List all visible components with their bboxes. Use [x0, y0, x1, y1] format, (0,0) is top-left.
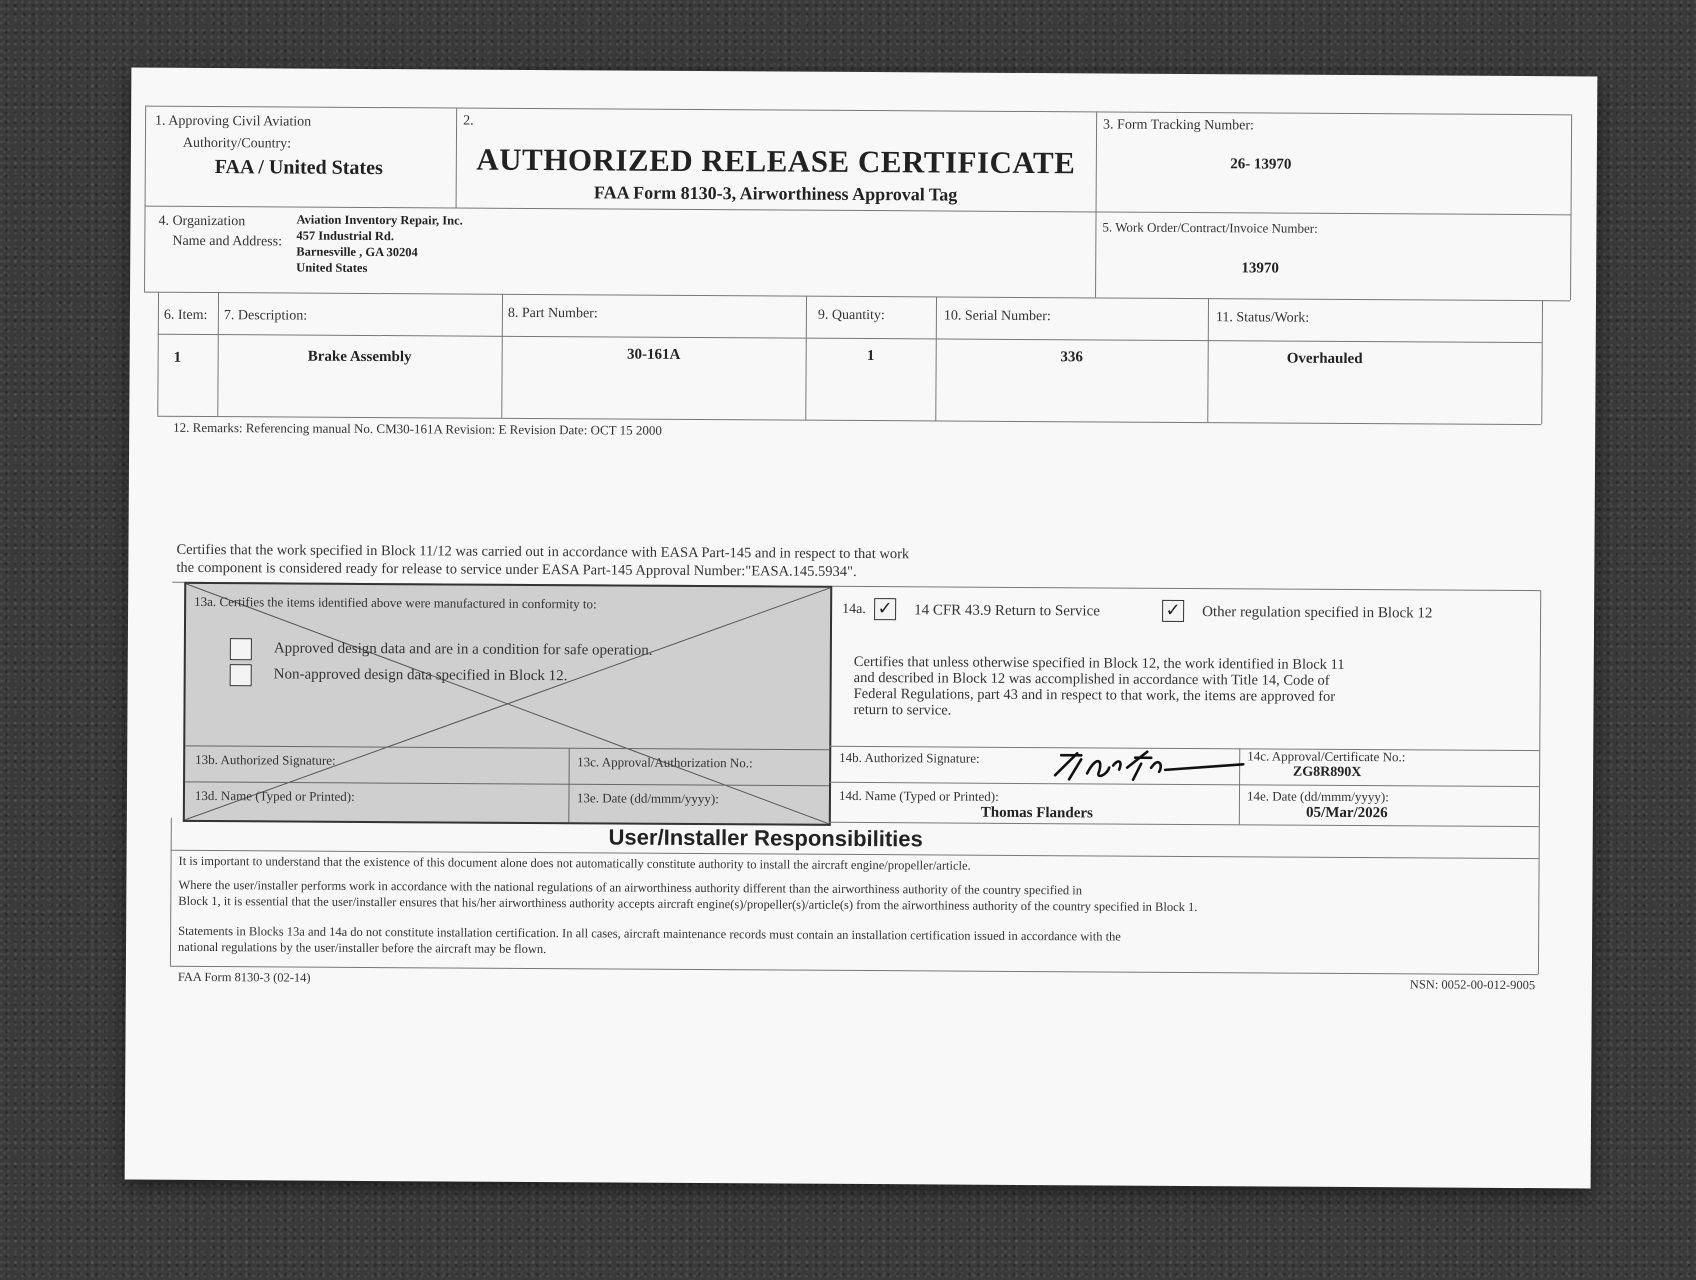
- header-quantity: 9. Quantity:: [817, 307, 885, 324]
- checkbox-approved-design[interactable]: [230, 638, 252, 660]
- responsibilities-para-2-line-1: Where the user/installer performs work in accordance with the national regulations of an airworthiness authority different than the airworthiness authority of the country specified in: [178, 877, 1083, 898]
- checkbox-other-regulation[interactable]: ✓: [1162, 600, 1184, 622]
- nsn-number: NSN: 0052-00-012-9005: [1409, 977, 1536, 993]
- checkbox-14cfr-return-to-service[interactable]: ✓: [874, 598, 896, 620]
- checkbox-non-approved-design[interactable]: [230, 664, 252, 686]
- responsibilities-para-1: It is important to understand that the existence of this document alone does not automatically constitute authority to install the aircraft engine/propeller/article.: [178, 853, 971, 873]
- cell-description: Brake Assembly: [307, 348, 412, 366]
- certificate-number: ZG8R890X: [1292, 764, 1362, 781]
- block14b-label: 14b. Authorized Signature:: [839, 749, 980, 766]
- block13b-label: 13b. Authorized Signature:: [195, 751, 336, 768]
- block14e-label: 14e. Date (dd/mmm/yyyy):: [1246, 788, 1389, 805]
- header-item: 6. Item:: [163, 307, 208, 324]
- signature-date: 05/Mar/2026: [1306, 804, 1388, 822]
- block14d-label: 14d. Name (Typed or Printed):: [838, 787, 999, 804]
- header-description: 7. Description:: [223, 308, 308, 324]
- check1-label: 14 CFR 43.9 Return to Service: [914, 602, 1100, 620]
- option-approved-design: Approved design data and are in a condition for safe operation.: [273, 640, 653, 659]
- block5-label: 5. Work Order/Contract/Invoice Number:: [1102, 219, 1318, 236]
- block1-value: FAA / United States: [214, 156, 383, 180]
- option-non-approved-design: Non-approved design data specified in Block 12.: [273, 666, 568, 685]
- block1-label-1: 1. Approving Civil Aviation: [155, 113, 312, 130]
- header-status-work: 11. Status/Work:: [1215, 310, 1310, 326]
- cell-serial-number: 336: [1060, 349, 1083, 366]
- block13a-header: 13a. Certifies the items identified above were manufactured in conformity to:: [194, 593, 597, 612]
- block4-label-1: 4. Organization: [158, 213, 246, 230]
- block4-label-2: Name and Address:: [172, 233, 283, 250]
- responsibilities-para-3-line-1: Statements in Blocks 13a and 14a do not constitute installation certification. In all cases, aircraft maintenance records must contain an installation certification issued in accordance with the: [178, 923, 1121, 944]
- block14-cert-line-4: return to service.: [853, 701, 952, 719]
- certificate-subtitle: FAA Form 8130-3, Airworthiness Approval Tag: [593, 182, 958, 205]
- cell-item: 1: [173, 349, 182, 366]
- certificate-paper: [125, 68, 1598, 1189]
- org-address-line-4: United States: [296, 260, 368, 275]
- block1-label-2: Authority/Country:: [182, 135, 292, 152]
- block14-cert-line-1: Certifies that unless otherwise specified in Block 12, the work identified in Block 11: [853, 653, 1345, 673]
- check2-label: Other regulation specified in Block 12: [1202, 604, 1433, 622]
- remarks: 12. Remarks: Referencing manual No. CM30-161A Revision: E Revision Date: OCT 15 2000: [173, 419, 662, 438]
- block14c-label: 14c. Approval/Certificate No.:: [1247, 748, 1406, 765]
- work-order-number: 13970: [1241, 260, 1280, 277]
- header-part-number: 8. Part Number:: [507, 305, 598, 322]
- block14-cert-line-3: Federal Regulations, part 43 and in respect to that work, the items are approved for: [853, 685, 1336, 705]
- responsibilities-para-3-line-2: national regulations by the user/installer before the aircraft may be flown.: [177, 939, 547, 957]
- cell-part-number: 30-161A: [626, 346, 681, 363]
- form-id: FAA Form 8130-3 (02-14): [177, 969, 311, 985]
- handwritten-signature: [1047, 745, 1247, 786]
- block2-label: 2.: [463, 113, 474, 129]
- easa-cert-line-2: the component is considered ready for release to service under EASA Part-145 Approval Number:"EASA.145.5934".: [176, 559, 857, 580]
- cell-quantity: 1: [866, 348, 875, 365]
- org-address-line-2: 457 Industrial Rd.: [296, 228, 395, 244]
- block14a-label: 14a.: [842, 601, 866, 618]
- block13c-label: 13c. Approval/Authorization No.:: [577, 754, 753, 771]
- form-tracking-number: 26- 13970: [1230, 156, 1292, 173]
- org-address-line-1: Aviation Inventory Repair, Inc.: [296, 212, 463, 228]
- block13e-label: 13e. Date (dd/mmm/yyyy):: [576, 790, 719, 807]
- block13d-label: 13d. Name (Typed or Printed):: [194, 787, 355, 804]
- block13-gray-box: [183, 582, 832, 826]
- responsibilities-title: User/Installer Responsibilities: [608, 824, 923, 852]
- block14-cert-line-2: and described in Block 12 was accomplished in accordance with Title 14, Code of: [853, 669, 1330, 689]
- signer-name: Thomas Flanders: [980, 804, 1093, 822]
- responsibilities-para-2-line-2: Block 1, it is essential that the user/installer ensures that his/her airworthiness authority accepts aircraft engine(s)/propeller(s)/article(s) from the airworthiness authority of the country specified in Block 1.: [178, 893, 1198, 915]
- block3-label: 3. Form Tracking Number:: [1103, 117, 1255, 134]
- org-address-line-3: Barnesville , GA 30204: [296, 244, 418, 260]
- easa-cert-line-1: Certifies that the work specified in Block 11/12 was carried out in accordance with EASA Part-145 and in respect to that work: [176, 541, 910, 563]
- header-serial-number: 10. Serial Number:: [943, 308, 1051, 325]
- cell-status-work: Overhauled: [1286, 350, 1363, 368]
- certificate-title: AUTHORIZED RELEASE CERTIFICATE: [476, 141, 1076, 181]
